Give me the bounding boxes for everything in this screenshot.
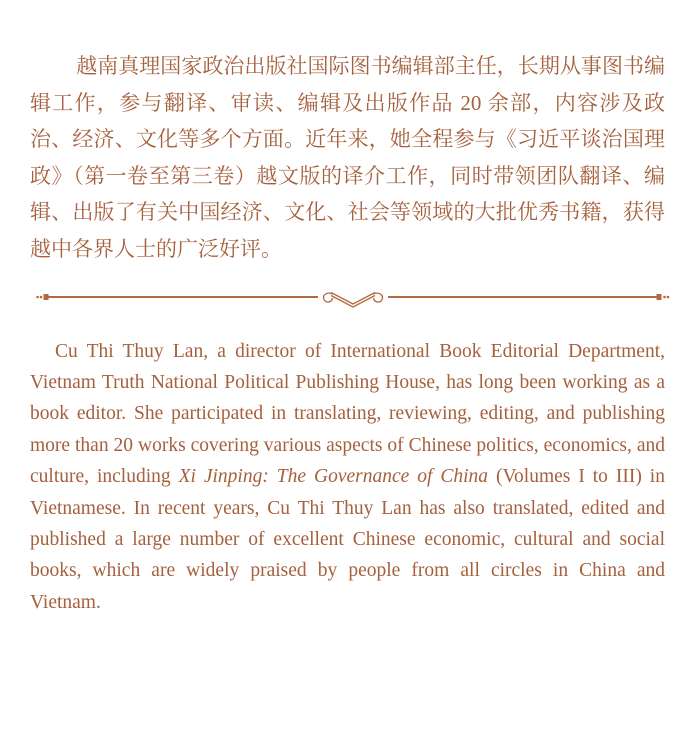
divider-left-dot-small-2: [40, 295, 43, 298]
book-title-italic: Xi Jinping: The Governance of China: [178, 466, 489, 488]
divider-right-dot-small-1: [663, 295, 666, 298]
english-text-before-italic: Cu Thi Thuy Lan, a director of International Book Editorial Department, Vietnam Truth National Political Publishing House, has long been working as a book editor. She participated in translating, reviewing, editing, and publishing more than 20 works covering various aspects of Chinese politics, economics, and culture, including: [30, 340, 665, 488]
divider-right-dot-small-2: [667, 295, 670, 298]
english-text-after-italic: (Volumes I to III) in Vietnamese. In recent years, Cu Thi Thuy Lan has also translated, edited and published a large number of excellent Chinese economic, cultural and social books, which are widely praised by people from all circles in China and Vietnam.: [30, 466, 665, 613]
divider-chevron-lower: [331, 295, 375, 307]
divider-curl-right: [373, 293, 382, 302]
divider-left-dot-small-1: [36, 295, 39, 298]
divider-left-dot-square: [44, 294, 49, 300]
ornamental-divider-graphic: [0, 282, 700, 314]
divider-curl-left: [324, 293, 333, 302]
divider-right-dot-square: [657, 294, 662, 300]
ornamental-divider: [0, 282, 700, 314]
english-bio-paragraph: [30, 336, 665, 619]
chinese-bio-paragraph: 越南真理国家政治出版社国际图书编辑部主任，长期从事图书编辑工作，参与翻译、审读、编辑及出版作品 20 余部，内容涉及政治、经济、文化等多个方面。近年来，她全程参与《习近平谈治国理政》（第一卷至第三卷）越文版的译介工作，同时带领团队翻译、编辑、出版了有关中国经济、文化、社会等领域的大批优秀书籍，获得越中各界人士的广泛好评。: [30, 54, 665, 261]
